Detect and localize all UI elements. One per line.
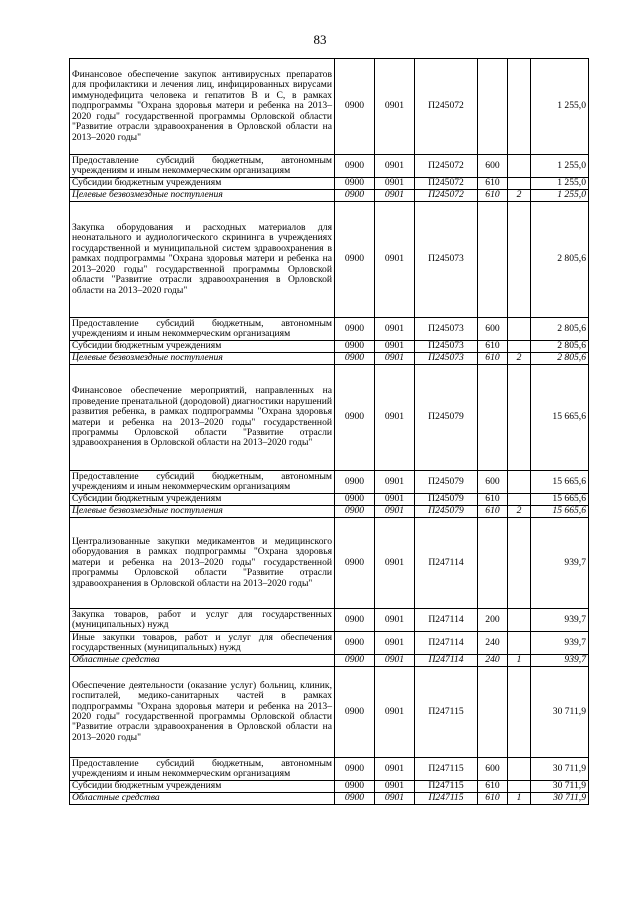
funding-source-cell <box>508 155 531 178</box>
expense-type-cell <box>478 59 508 155</box>
table-row <box>70 353 589 365</box>
row-name-cell: Субсидии бюджетным учреждениям <box>70 494 335 506</box>
table-row <box>70 178 589 190</box>
subsection-code-cell: 0901 <box>375 609 415 632</box>
table-row <box>70 155 589 178</box>
amount-cell: 1 255,0 <box>531 190 589 202</box>
table-row <box>70 190 589 202</box>
target-article-cell: П245073 <box>415 202 478 318</box>
amount-cell: 939,7 <box>531 632 589 655</box>
funding-source-cell <box>508 202 531 318</box>
expense-type-cell: 610 <box>478 506 508 518</box>
row-name-cell: Финансовое обеспечение закупок антивирусных препаратов для профилактики и лечения лиц, инфицированных вирусами иммунодефицита человека и гепатитов В и С, в рамках подпрограммы "Охрана здоровья матери и ребенка на 2013–2020 годы" государственной программы Орловской области "Развитие отрасли здравоохранения в Орловской области на 2013–2020 годы" <box>70 59 335 155</box>
amount-cell: 15 665,6 <box>531 365 589 471</box>
funding-source-cell <box>508 59 531 155</box>
funding-source-cell <box>508 758 531 781</box>
subsection-code-cell: 0901 <box>375 655 415 667</box>
amount-cell: 30 711,9 <box>531 758 589 781</box>
amount-cell: 1 255,0 <box>531 178 589 190</box>
subsection-code-cell: 0901 <box>375 365 415 471</box>
amount-cell: 15 665,6 <box>531 494 589 506</box>
subsection-code-cell: 0901 <box>375 318 415 341</box>
table-row <box>70 758 589 781</box>
expense-type-cell <box>478 667 508 758</box>
expense-type-cell: 600 <box>478 758 508 781</box>
funding-source-cell: 2 <box>508 506 531 518</box>
section-code-cell: 0900 <box>335 609 375 632</box>
section-code-cell: 0900 <box>335 667 375 758</box>
funding-source-cell: 1 <box>508 793 531 805</box>
target-article-cell: П247115 <box>415 758 478 781</box>
expense-type-cell <box>478 365 508 471</box>
expense-type-cell: 600 <box>478 318 508 341</box>
subsection-code-cell: 0901 <box>375 178 415 190</box>
amount-cell: 15 665,6 <box>531 506 589 518</box>
row-name-cell: Целевые безвозмездные поступления <box>70 506 335 518</box>
subsection-code-cell: 0901 <box>375 190 415 202</box>
table-row <box>70 655 589 667</box>
section-code-cell: 0900 <box>335 353 375 365</box>
row-name-cell: Иные закупки товаров, работ и услуг для обеспечения государственных (муниципальных) нужд <box>70 632 335 655</box>
subsection-code-cell: 0901 <box>375 506 415 518</box>
target-article-cell: П245079 <box>415 471 478 494</box>
amount-cell: 1 255,0 <box>531 59 589 155</box>
table-row <box>70 341 589 353</box>
amount-cell: 30 711,9 <box>531 781 589 793</box>
section-code-cell: 0900 <box>335 793 375 805</box>
target-article-cell: П245073 <box>415 353 478 365</box>
section-code-cell: 0900 <box>335 365 375 471</box>
row-name-cell: Субсидии бюджетным учреждениям <box>70 781 335 793</box>
expense-type-cell: 610 <box>478 353 508 365</box>
section-code-cell: 0900 <box>335 155 375 178</box>
expense-type-cell: 600 <box>478 155 508 178</box>
section-code-cell: 0900 <box>335 202 375 318</box>
target-article-cell: П245079 <box>415 494 478 506</box>
row-name-cell: Предоставление субсидий бюджетным, автономным учреждениям и иным некоммерческим организациям <box>70 758 335 781</box>
amount-cell: 2 805,6 <box>531 353 589 365</box>
target-article-cell: П245072 <box>415 190 478 202</box>
budget-table <box>69 58 589 805</box>
target-article-cell: П247115 <box>415 667 478 758</box>
row-name-cell: Закупка товаров, работ и услуг для государственных (муниципальных) нужд <box>70 609 335 632</box>
section-code-cell: 0900 <box>335 318 375 341</box>
funding-source-cell <box>508 518 531 609</box>
funding-source-cell: 2 <box>508 190 531 202</box>
row-name-cell: Областные средства <box>70 793 335 805</box>
target-article-cell: П245079 <box>415 506 478 518</box>
funding-source-cell <box>508 494 531 506</box>
table-row <box>70 506 589 518</box>
subsection-code-cell: 0901 <box>375 781 415 793</box>
expense-type-cell: 610 <box>478 494 508 506</box>
expense-type-cell <box>478 518 508 609</box>
section-code-cell: 0900 <box>335 518 375 609</box>
subsection-code-cell: 0901 <box>375 758 415 781</box>
table-row <box>70 793 589 805</box>
funding-source-cell: 2 <box>508 353 531 365</box>
row-name-cell: Субсидии бюджетным учреждениям <box>70 341 335 353</box>
funding-source-cell <box>508 178 531 190</box>
table-row <box>70 518 589 609</box>
page-number: 83 <box>313 32 327 47</box>
amount-cell: 939,7 <box>531 655 589 667</box>
section-code-cell: 0900 <box>335 758 375 781</box>
target-article-cell: П245072 <box>415 59 478 155</box>
expense-type-cell: 610 <box>478 178 508 190</box>
expense-type-cell: 240 <box>478 632 508 655</box>
expense-type-cell: 610 <box>478 781 508 793</box>
table-row <box>70 667 589 758</box>
subsection-code-cell: 0901 <box>375 632 415 655</box>
target-article-cell: П247114 <box>415 518 478 609</box>
subsection-code-cell: 0901 <box>375 155 415 178</box>
row-name-cell: Обеспечение деятельности (оказание услуг) больниц, клиник, госпиталей, медико-санитарных частей в рамках подпрограммы "Охрана здоровья матери и ребенка на 2013–2020 годы" государственной программы Орловской области "Развитие отрасли здравоохранения в Орловской области на 2013–2020 годы" <box>70 667 335 758</box>
subsection-code-cell: 0901 <box>375 471 415 494</box>
table-row <box>70 609 589 632</box>
row-name-cell: Целевые безвозмездные поступления <box>70 353 335 365</box>
funding-source-cell <box>508 667 531 758</box>
table-row <box>70 365 589 471</box>
subsection-code-cell: 0901 <box>375 341 415 353</box>
row-name-cell: Централизованные закупки медикаментов и медицинского оборудования в рамках подпрограммы "Охрана здоровья матери и ребенка на 2013–2020 годы" государственной программы Орловской области "Развитие отрасли здравоохранения в Орловской области на 2013–2020 годы" <box>70 518 335 609</box>
expense-type-cell: 610 <box>478 190 508 202</box>
expense-type-cell <box>478 202 508 318</box>
expense-type-cell: 610 <box>478 341 508 353</box>
funding-source-cell <box>508 318 531 341</box>
target-article-cell: П247114 <box>415 655 478 667</box>
section-code-cell: 0900 <box>335 632 375 655</box>
section-code-cell: 0900 <box>335 655 375 667</box>
expense-type-cell: 610 <box>478 793 508 805</box>
funding-source-cell <box>508 365 531 471</box>
row-name-cell: Целевые безвозмездные поступления <box>70 190 335 202</box>
funding-source-cell <box>508 341 531 353</box>
subsection-code-cell: 0901 <box>375 667 415 758</box>
table-row <box>70 59 589 155</box>
section-code-cell: 0900 <box>335 506 375 518</box>
row-name-cell: Предоставление субсидий бюджетным, автономным учреждениям и иным некоммерческим организациям <box>70 318 335 341</box>
target-article-cell: П247114 <box>415 609 478 632</box>
funding-source-cell <box>508 471 531 494</box>
row-name-cell: Субсидии бюджетным учреждениям <box>70 178 335 190</box>
table-row <box>70 471 589 494</box>
amount-cell: 2 805,6 <box>531 202 589 318</box>
amount-cell: 2 805,6 <box>531 318 589 341</box>
funding-source-cell <box>508 632 531 655</box>
table-row <box>70 318 589 341</box>
table-row <box>70 632 589 655</box>
row-name-cell: Предоставление субсидий бюджетным, автономным учреждениям и иным некоммерческим организациям <box>70 471 335 494</box>
target-article-cell: П247115 <box>415 793 478 805</box>
amount-cell: 30 711,9 <box>531 667 589 758</box>
subsection-code-cell: 0901 <box>375 518 415 609</box>
funding-source-cell: 1 <box>508 655 531 667</box>
target-article-cell: П245079 <box>415 365 478 471</box>
subsection-code-cell: 0901 <box>375 494 415 506</box>
subsection-code-cell: 0901 <box>375 59 415 155</box>
target-article-cell: П245072 <box>415 155 478 178</box>
amount-cell: 2 805,6 <box>531 341 589 353</box>
row-name-cell: Закупка оборудования и расходных материалов для неонатального и аудиологического скрининга в учреждениях государственной и муниципальной систем здравоохранения в рамках подпрограммы "Охрана здоровья матери и ребенка на 2013–2020 годы" государственной программы Орловской области "Развитие отрасли здравоохранения в Орловской области на 2013–2020 годы" <box>70 202 335 318</box>
target-article-cell: П245072 <box>415 178 478 190</box>
amount-cell: 30 711,9 <box>531 793 589 805</box>
funding-source-cell <box>508 781 531 793</box>
amount-cell: 15 665,6 <box>531 471 589 494</box>
section-code-cell: 0900 <box>335 190 375 202</box>
section-code-cell: 0900 <box>335 781 375 793</box>
target-article-cell: П247114 <box>415 632 478 655</box>
table-row <box>70 202 589 318</box>
target-article-cell: П247115 <box>415 781 478 793</box>
row-name-cell: Предоставление субсидий бюджетным, автономным учреждениям и иным некоммерческим организациям <box>70 155 335 178</box>
expense-type-cell: 200 <box>478 609 508 632</box>
amount-cell: 1 255,0 <box>531 155 589 178</box>
row-name-cell: Финансовое обеспечение мероприятий, направленных на проведение пренатальной (дородовой) диагностики нарушений развития ребенка, в рамках подпрограммы "Охрана здоровья матери и ребенка на 2013–2020 годы" государственной программы Орловской области "Развитие отрасли здравоохранения в Орловской области на 2013–2020 годы" <box>70 365 335 471</box>
target-article-cell: П245073 <box>415 318 478 341</box>
target-article-cell: П245073 <box>415 341 478 353</box>
row-name-cell: Областные средства <box>70 655 335 667</box>
expense-type-cell: 240 <box>478 655 508 667</box>
amount-cell: 939,7 <box>531 518 589 609</box>
table-row <box>70 494 589 506</box>
subsection-code-cell: 0901 <box>375 793 415 805</box>
subsection-code-cell: 0901 <box>375 353 415 365</box>
section-code-cell: 0900 <box>335 59 375 155</box>
expense-type-cell: 600 <box>478 471 508 494</box>
section-code-cell: 0900 <box>335 341 375 353</box>
amount-cell: 939,7 <box>531 609 589 632</box>
section-code-cell: 0900 <box>335 471 375 494</box>
section-code-cell: 0900 <box>335 178 375 190</box>
funding-source-cell <box>508 609 531 632</box>
section-code-cell: 0900 <box>335 494 375 506</box>
subsection-code-cell: 0901 <box>375 202 415 318</box>
table-row <box>70 781 589 793</box>
